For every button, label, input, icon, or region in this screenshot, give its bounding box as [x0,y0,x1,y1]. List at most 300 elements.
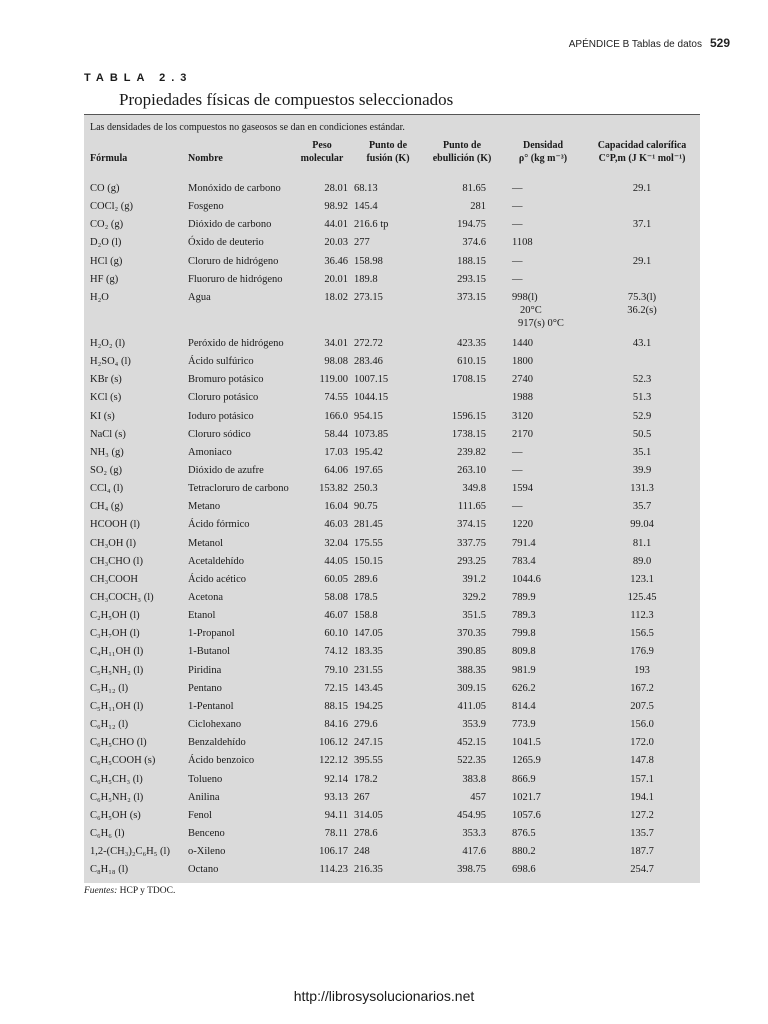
table-row [84,501,700,519]
cell-density: 981.9 [512,664,536,676]
cell-name: Tolueno [188,773,223,785]
header-density: Densidad ρ° (kg m⁻³) [518,140,568,164]
cell-mw: 74.55 [324,392,348,404]
cell-density: 1021.7 [512,791,541,803]
cell-name: Fosgeno [188,201,224,213]
cell-cp: 207.5 [630,700,654,712]
cell-name: Bromuro potásico [188,374,264,386]
cell-mw: 46.03 [324,519,348,531]
cell-bp: 370.35 [457,628,486,640]
cell-formula: C₅H₅NH₂ (l) [90,664,144,676]
cell-formula: CH₃OH (l) [90,537,136,549]
cell-bp: 398.75 [457,864,486,876]
cell-density: 791.4 [512,537,536,549]
cell-cp: 43.1 [632,337,652,349]
page-number: 529 [709,36,730,50]
cell-cp: 135.7 [630,827,654,839]
cell-name: Óxido de deuterio [188,237,264,249]
header-name: Nombre [188,153,223,164]
cell-mw: 98.92 [324,201,348,213]
cell-density: 1057.6 [512,809,541,821]
cell-mp: 195.42 [354,446,383,458]
cell-density: 814.4 [512,700,536,712]
cell-name: Octano [188,864,219,876]
cell-name: Metanol [188,537,223,549]
cell-name: Ácido sulfúrico [188,356,254,368]
cell-mw: 98.08 [324,356,348,368]
cell-mp: 178.2 [354,773,378,785]
cell-bp: 373.15 [457,291,486,303]
cell-mp: 216.6 tp [354,219,389,231]
table-row [84,683,700,701]
cell-mp: 68.13 [354,183,378,194]
cell-density: — [512,501,523,513]
cell-mw: 93.13 [324,791,348,803]
cell-formula: KBr (s) [90,374,122,386]
cell-cp: 37.1 [632,219,652,231]
cell-mw: 32.04 [324,537,348,549]
table-label: TABLA 2.3 [84,72,193,84]
cell-name: Ácido fórmico [188,519,250,531]
cell-mw: 20.01 [324,273,348,285]
cell-formula: C₃H₇OH (l) [90,628,140,640]
cell-cp: 89.0 [632,555,652,567]
cell-bp: 309.15 [457,682,486,694]
cell-formula: H₂O [90,291,109,303]
cell-mw: 119.00 [319,374,348,386]
water-density-20c: 20°C [520,304,542,316]
cell-mp: 1044.15 [354,392,389,404]
cell-mp: 216.35 [354,864,383,876]
cell-density: 1265.9 [512,755,541,767]
table-title: Propiedades físicas de compuestos seleccionados [119,90,454,109]
footer-url[interactable]: http://librosysolucionarios.net [293,988,475,1004]
table-row [84,274,700,292]
cell-bp: 374.6 [462,237,486,249]
cell-density: 2740 [512,374,533,386]
cell-mp: 150.15 [354,555,383,567]
cell-density: 1041.5 [512,737,541,749]
cell-bp: 1738.15 [451,428,486,440]
cell-name: Agua [188,291,211,303]
cell-cp: 125.45 [627,592,657,603]
cell-density: 799.8 [512,628,536,640]
cell-formula: C₆H₅NH₂ (l) [90,791,144,803]
cell-cp: 112.3 [630,610,654,622]
cell-mp: 1073.85 [354,428,389,440]
table-row [84,219,700,237]
cell-name: Ioduro potásico [188,410,254,422]
cell-mw: 64.06 [324,464,348,476]
cell-bp: 194.75 [457,219,486,231]
cell-formula: C₆H₅CH₃ (l) [90,773,143,785]
cell-mp: 272.72 [354,337,383,349]
cell-bp: 263.10 [457,464,486,476]
cell-formula: H₂SO₄ (l) [90,356,131,368]
cell-bp: 383.8 [462,773,486,785]
cell-cp: 147.8 [630,755,654,767]
cell-density: — [512,255,523,267]
cell-cp: 50.5 [632,428,652,440]
cell-density: 626.2 [512,682,536,694]
table-row [84,356,700,374]
cell-cp: 39.9 [632,464,652,476]
cell-mp: 273.15 [354,291,383,303]
cell-bp: 390.85 [457,646,486,658]
table-row [84,628,700,646]
cell-bp: 417.6 [462,846,486,858]
table-row [84,646,700,664]
cell-mw: 92.14 [324,773,348,785]
table-row [84,183,700,201]
cell-cp: 157.1 [630,773,654,785]
table-row [84,755,700,773]
cell-mw: 34.01 [324,337,348,349]
cell-bp: 522.35 [457,755,486,767]
cell-name: Metano [188,501,221,513]
cell-name: Dióxido de azufre [188,464,264,476]
sources-label: Fuentes: [84,886,118,896]
cell-formula: HCOOH (l) [90,519,140,531]
cell-formula: CH₄ (g) [90,501,124,513]
cell-density: 1988 [512,392,533,404]
cell-bp: 610.15 [457,356,486,368]
cell-name: Benceno [188,827,225,839]
cell-name: Ácido benzoico [188,755,255,767]
cell-mw: 16.04 [324,501,348,513]
cell-mp: 395.55 [354,755,383,767]
cell-cp: 193 [634,664,650,676]
cell-mw: 74.12 [324,646,348,658]
cell-mw: 94.11 [324,809,348,821]
cell-mp: 279.6 [354,719,378,731]
cell-cp: 156.5 [630,628,654,640]
table-row [84,719,700,737]
cell-bp: 349.8 [462,483,486,495]
table-row [84,665,700,683]
cell-mp: 197.65 [354,464,383,476]
cell-density: 1044.6 [512,573,541,585]
cell-name: Amoniaco [188,446,232,458]
cell-bp: 391.2 [462,573,486,585]
cell-cp: 35.1 [632,446,652,458]
header-formula: Fórmula [90,153,128,164]
cell-mp: 267 [354,791,370,803]
running-head-text: APÉNDICE B Tablas de datos [568,39,702,50]
cell-density: — [512,273,523,285]
cell-name: Fenol [188,809,212,821]
cell-cp: 52.9 [632,410,652,422]
cell-formula: KCl (s) [90,392,122,404]
cell-name: Piridina [188,664,222,676]
cell-cp: 156.0 [630,719,654,731]
cell-formula: 1,2-(CH₃)₂C₆H₅ (l) [90,846,170,858]
table-note: Las densidades de los compuestos no gaseosos se dan en condiciones estándar. [90,122,405,133]
cell-cp: 123.1 [630,573,654,585]
cell-formula: C₆H₁₂ (l) [90,719,129,731]
cell-cp: 75.3(l) [627,291,657,303]
cell-mw: 84.16 [324,719,348,731]
header-mp: Punto de fusión (K) [366,140,410,164]
table-row [84,574,700,592]
cell-name: Peróxido de hidrógeno [188,337,284,349]
cell-formula: CO (g) [90,183,120,194]
cell-cp: 254.7 [630,864,654,876]
cell-mp: 175.55 [354,537,383,549]
cell-formula: C₆H₅CHO (l) [90,737,147,749]
cell-bp: 81.65 [462,183,486,194]
cell-formula: C₆H₅COOH (s) [90,755,156,767]
cell-formula: C₆H₆ (l) [90,827,125,839]
cell-mp: 158.98 [354,255,383,267]
table-row [84,592,700,610]
cell-mp: 189.8 [354,273,378,285]
table-row [84,429,700,447]
cell-bp: 329.2 [462,592,486,603]
table-row [84,483,700,501]
cell-density: 698.6 [512,864,536,876]
cell-name: Pentano [188,682,222,694]
cell-density: 809.8 [512,646,536,658]
cell-name: Cloruro de hidrógeno [188,255,279,267]
cell-mp: 183.35 [354,646,383,658]
cell-cp: 52.3 [632,374,652,386]
cell-name: Fluoruro de hidrógeno [188,273,283,285]
cell-density: 876.5 [512,827,536,839]
cell-name: Monóxido de carbono [188,183,281,194]
cell-density: 880.2 [512,846,536,858]
cell-formula: CH₃CHO (l) [90,555,143,567]
cell-density: 866.9 [512,773,536,785]
cell-cp: 35.7 [632,501,652,513]
cell-bp: 188.15 [457,255,486,267]
cell-name: 1-Propanol [188,628,235,640]
cell-mp: 145.4 [354,201,378,213]
table-row [84,465,700,483]
table-row [84,392,700,410]
cell-mw: 28.01 [324,183,348,194]
cell-name: Etanol [188,610,216,622]
cell-density: — [512,446,523,458]
cell-mw: 122.12 [319,755,348,767]
table-row [84,864,700,882]
cell-bp: 293.25 [457,555,486,567]
cell-name: Cloruro potásico [188,392,259,404]
cell-mp: 281.45 [354,519,383,531]
cell-name: o-Xileno [188,846,226,858]
table-row [84,610,700,628]
cell-bp: 293.15 [457,273,486,285]
table-row [84,519,700,537]
cell-density: 1800 [512,356,533,368]
cell-formula: HCl (g) [90,255,123,267]
cell-formula: KI (s) [90,410,115,422]
cell-formula: CH₃COCH₃ (l) [90,592,154,603]
cell-mw: 72.15 [324,682,348,694]
cell-cp: 187.7 [630,846,654,858]
cell-name: 1-Butanol [188,646,230,658]
cell-mw: 88.15 [324,700,348,712]
cell-bp: 353.3 [462,827,486,839]
cell-mw: 153.82 [319,483,348,495]
cell-bp: 454.95 [457,809,486,821]
cell-cp: 127.2 [630,809,654,821]
cell-formula: D₂O (l) [90,237,122,249]
cell-density: 1440 [512,337,533,349]
cell-mw: 44.05 [324,555,348,567]
cell-mp: 143.45 [354,682,383,694]
cell-bp: 457 [470,791,486,803]
cell-mw: 166.0 [324,410,348,422]
cell-name: Ácido acético [188,573,247,585]
cell-bp: 337.75 [457,537,486,549]
cell-formula: CO₂ (g) [90,219,124,231]
cell-mp: 158.8 [354,610,378,622]
table-row [84,792,700,810]
cell-formula: NH₃ (g) [90,446,124,458]
data-table [84,114,700,883]
cell-name: 1-Pentanol [188,700,234,712]
cell-name: Ciclohexano [188,719,242,731]
cell-name: Acetaldehído [188,555,244,567]
sources [84,886,175,896]
table-row [84,538,700,556]
cell-mw: 79.10 [324,664,348,676]
sources-text: HCP y TDOC. [119,886,176,896]
table-row [84,411,700,429]
cell-name: Cloruro sódico [188,428,251,440]
cell-density: 773.9 [512,719,536,731]
cell-bp: 353.9 [462,719,486,731]
cell-cp: 176.9 [630,646,654,658]
cell-bp: 374.15 [457,519,486,531]
table-row [84,256,700,274]
cell-mw: 44.01 [324,219,348,231]
cell-name: Tetracloruro de carbono [188,483,289,495]
cell-mw: 58.44 [324,428,348,440]
cell-mp: 954.15 [354,410,383,422]
cell-density: 2170 [512,428,533,440]
cell-cp: 29.1 [632,255,652,267]
table-row [84,447,700,465]
cell-mw: 58.08 [324,592,348,603]
cell-mp: 289.6 [354,573,378,585]
cell-mp: 248 [354,846,370,858]
cell-formula: HF (g) [90,273,119,285]
cell-density: 3120 [512,410,533,422]
cell-mw: 20.03 [324,237,348,249]
cell-mw: 60.05 [324,573,348,585]
cell-density: 789.3 [512,610,536,622]
cell-name: Anilina [188,791,220,803]
water-density-ice: 917(s) 0°C [518,317,564,329]
cell-mp: 90.75 [354,501,378,513]
cell-name: Benzaldehído [188,737,246,749]
cell-mp: 1007.15 [354,374,389,386]
cell-cp: 29.1 [632,183,652,194]
cell-formula: C₄H₁₁OH (l) [90,646,144,658]
cell-bp: 452.15 [457,737,486,749]
cell-formula: CCl₄ (l) [90,483,124,495]
table-row [84,828,700,846]
cell-mw: 36.46 [324,255,348,267]
cell-mp: 231.55 [354,664,383,676]
table-row [84,701,700,719]
cell-name: Acetona [188,592,223,603]
cell-mp: 277 [354,237,370,249]
cell-density: — [512,464,523,476]
cell-formula: NaCl (s) [90,428,126,440]
cell-mp: 147.05 [354,628,383,640]
cell-bp: 281 [470,201,486,213]
cell-density: 1108 [512,237,533,249]
cell-mp: 250.3 [354,483,378,495]
cell-density: — [512,201,523,213]
cell-mw: 106.12 [319,737,348,749]
cell-cp: 131.3 [630,483,654,495]
table-row [84,556,700,574]
cell-bp: 1596.15 [451,410,486,422]
cell-mp: 178.5 [354,592,378,603]
cell-mp: 278.6 [354,827,378,839]
cell-cp: 81.1 [632,537,652,549]
cell-bp: 111.65 [457,501,486,513]
cell-density: — [512,183,523,194]
cell-bp: 388.35 [457,664,486,676]
cell-bp: 1708.15 [451,374,486,386]
running-head [569,36,730,50]
cell-bp: 423.35 [457,337,486,349]
table-row [84,374,700,392]
cell-cp: 99.04 [630,519,654,531]
cell-formula: SO₂ (g) [90,464,122,476]
cell-formula: C₈H₁₈ (l) [90,864,129,876]
cell-formula: H₂O₂ (l) [90,337,126,349]
cell-mw: 106.17 [319,846,348,858]
cell-bp: 411.05 [457,700,486,712]
table-row [84,774,700,792]
cell-mp: 314.05 [354,809,383,821]
table-row [84,338,700,356]
header-mw: Peso molecular [300,140,344,164]
cell-mp: 283.46 [354,356,383,368]
cell-formula: C₅H₁₂ (l) [90,682,129,694]
header-cp: Capacidad calorífica C°P,m (J K⁻¹ mol⁻¹) [597,140,687,164]
water-cp-solid: 36.2(s) [627,304,657,316]
cell-mw: 60.10 [324,628,348,640]
cell-cp: 194.1 [630,791,654,803]
cell-density: 789.9 [512,592,536,603]
cell-bp: 351.5 [462,610,486,622]
cell-formula: C₅H₁₁OH (l) [90,700,144,712]
cell-formula: CH₃COOH [90,573,138,585]
cell-cp: 51.3 [632,392,652,404]
cell-mw: 18.02 [324,291,348,303]
table-row [84,237,700,255]
header-bp: Punto de ebullición (K) [432,140,492,164]
cell-bp: 239.82 [457,446,486,458]
cell-formula: C₆H₅OH (s) [90,809,141,821]
table-row [84,810,700,828]
cell-mp: 194.25 [354,700,383,712]
cell-name: Dióxido de carbono [188,219,272,231]
cell-mw: 46.07 [324,610,348,622]
cell-density: 1220 [512,519,533,531]
cell-density: 1594 [512,483,533,495]
table-row [84,846,700,864]
cell-density: 783.4 [512,555,536,567]
cell-formula: C₂H₅OH (l) [90,610,140,622]
